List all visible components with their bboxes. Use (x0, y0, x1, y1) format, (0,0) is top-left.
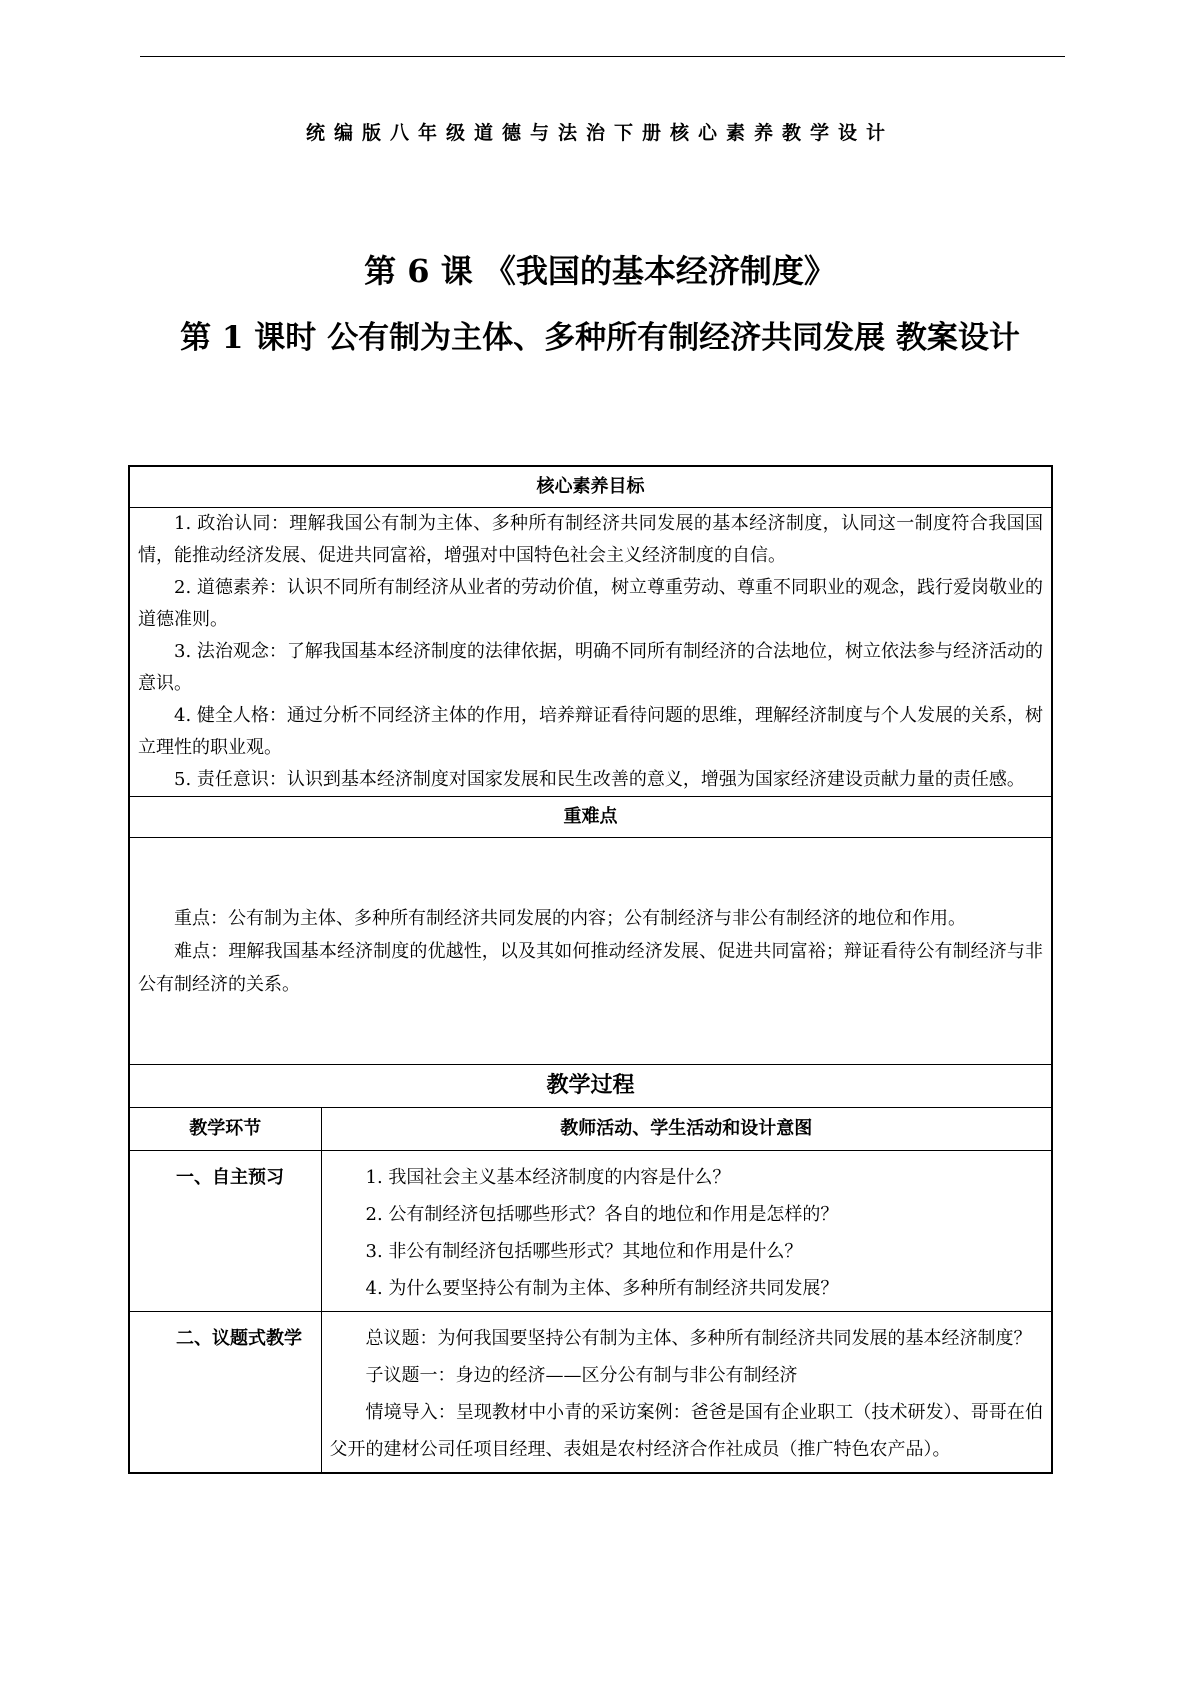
sub-topic: 子议题一：身边的经济——区分公有制与非公有制经济 (365, 1365, 798, 1386)
goals-content-row (129, 508, 1052, 797)
lesson-subtitle: 第 1 课时 公有制为主体、多种所有制经济共同发展 教案设计 (180, 320, 1020, 356)
goals-heading-row (129, 466, 1052, 508)
process-heading: 教学过程 (129, 1065, 1052, 1108)
goal-item: 5. 责任意识：认识到基本经济制度对国家发展和民生改善的意义，增强为国家经济建设贡献力量的责任感。 (174, 769, 1025, 790)
key-point: 重点：公有制为主体、多种所有制经济共同发展的内容；公有制经济与非公有制经济的地位和作用。 (174, 907, 966, 929)
scenario-text: 情境导入：呈现教材中小青的采访案例：爸爸是国有企业职工（技术研发）、哥哥在伯父开的建材公司任项目经理、表姐是农村经济合作社成员（推广特色农产品）。 (329, 1402, 1043, 1460)
goal-item: 1. 政治认同：理解我国公有制为主体、多种所有制经济共同发展的基本经济制度，认同这一制度符合我国国情，能推动经济发展、促进共同富裕，增强对中国特色社会主义经济制度的自信。 (138, 513, 1043, 566)
preview-question: 4. 为什么要坚持公有制为主体、多种所有制经济共同发展？ (365, 1278, 839, 1299)
preview-question: 2. 公有制经济包括哪些形式？各自的地位和作用是怎样的？ (365, 1204, 839, 1225)
main-topic: 总议题：为何我国要坚持公有制为主体、多种所有制经济共同发展的基本经济制度？ (365, 1328, 1032, 1349)
table-row (129, 1312, 1052, 1474)
keypoints-content (129, 838, 1052, 1065)
lesson-plan-table (128, 465, 1053, 1474)
goal-item: 4. 健全人格：通过分析不同经济主体的作用，培养辩证看待问题的思维，理解经济制度与个人发展的关系，树立理性的职业观。 (138, 705, 1043, 758)
header-rule (140, 56, 1065, 57)
goal-item: 2. 道德素养：认识不同所有制经济从业者的劳动价值，树立尊重劳动、尊重不同职业的观念，践行爱岗敬业的道德准则。 (138, 577, 1043, 630)
process-heading-row (129, 1065, 1052, 1108)
header-title: 统编版八年级道德与法治下册核心素养教学设计 (305, 122, 894, 144)
goal-item: 3. 法治观念：了解我国基本经济制度的法律依据，明确不同所有制经济的合法地位，树立依法参与经济活动的意识。 (138, 641, 1043, 694)
preview-question: 3. 非公有制经济包括哪些形式？其地位和作用是什么？ (365, 1241, 803, 1262)
stage-name: 二、议题式教学 (129, 1312, 321, 1474)
stage-activity (321, 1312, 1052, 1474)
keypoints-heading-row (129, 797, 1052, 838)
keypoints-content-row (129, 838, 1052, 1065)
lesson-title: 第 6 课 《我国的基本经济制度》 (364, 252, 836, 290)
column-header-activity: 教师活动、学生活动和设计意图 (321, 1108, 1052, 1151)
process-column-header-row (129, 1108, 1052, 1151)
goals-heading: 核心素养目标 (129, 466, 1052, 508)
goals-content (129, 508, 1052, 797)
preview-question: 1. 我国社会主义基本经济制度的内容是什么？ (365, 1167, 731, 1188)
stage-activity (321, 1151, 1052, 1312)
stage-name: 一、自主预习 (129, 1151, 321, 1312)
column-header-stage: 教学环节 (129, 1108, 321, 1151)
difficult-point: 难点：理解我国基本经济制度的优越性，以及其如何推动经济发展、促进共同富裕；辩证看待公有制经济与非公有制经济的关系。 (138, 940, 1043, 995)
table-row (129, 1151, 1052, 1312)
keypoints-heading: 重难点 (129, 797, 1052, 838)
